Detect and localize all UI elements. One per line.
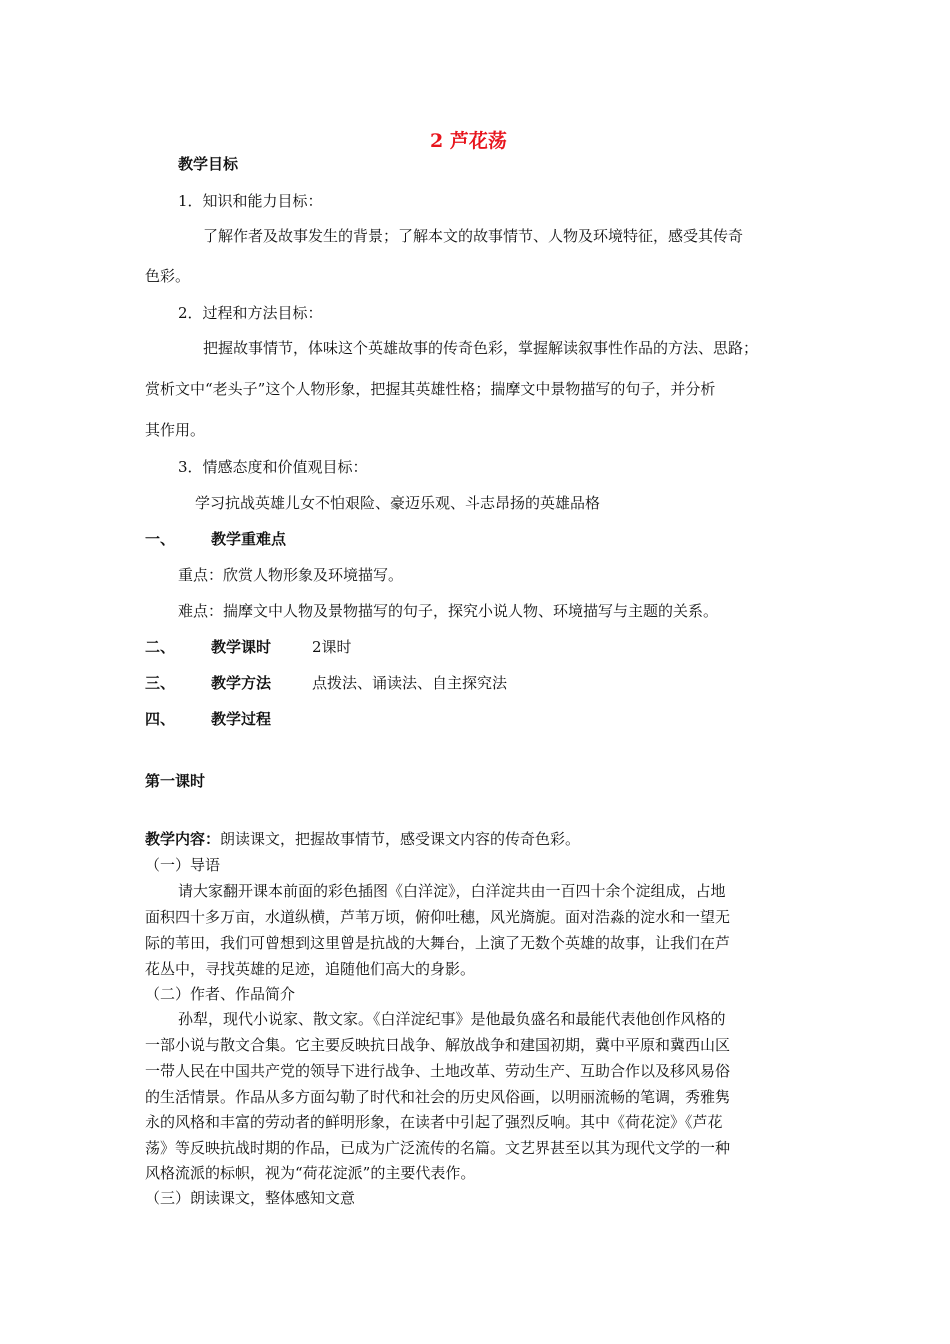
section-1-number: 一、 — [145, 530, 176, 548]
section-3-title: 教学方法 — [211, 674, 272, 692]
content-text: 朗读课文，把握故事情节，感受课文内容的传奇色彩。 — [220, 830, 581, 848]
part-2-line: 一带人民在中国共产党的领导下进行战争、土地改革、劳动生产、互助合作以及移风易俗 — [145, 1062, 731, 1080]
objective-2-label: 2．过程和方法目标： — [178, 304, 323, 322]
lesson-1-content — [145, 828, 580, 849]
content-label: 教学内容： — [145, 830, 221, 848]
section-2-title: 教学课时 — [211, 638, 272, 656]
part-1-line: 花丛中，寻找英雄的足迹，追随他们高大的身影。 — [145, 960, 476, 978]
part-2-line: 永的风格和丰富的劳动者的鲜明形象，在读者中引起了强烈反响。其中《荷花淀》《芦花 — [145, 1113, 723, 1131]
part-1-line: 面积四十多万亩，水道纵横，芦苇万顷，俯仰吐穗，风光旖旎。面对浩淼的淀水和一望无 — [145, 908, 731, 926]
difficult-point: 难点：揣摩文中人物及景物描写的句子，探究小说人物、环境描写与主题的关系。 — [178, 602, 719, 620]
lesson-1-heading: 第一课时 — [145, 772, 206, 790]
part-2-line: 孙犁，现代小说家、散文家。《白洋淀纪事》是他最负盛名和最能代表他创作风格的 — [178, 1010, 726, 1028]
section-3-number: 三、 — [145, 674, 176, 692]
key-point: 重点：欣赏人物形象及环境描写。 — [178, 566, 404, 584]
objective-3-text: 学习抗战英雄儿女不怕艰险、豪迈乐观、斗志昂扬的英雄品格 — [195, 494, 601, 512]
part-2-line: 荡》等反映抗战时期的作品，已成为广泛流传的名篇。文艺界甚至以其为现代文学的一种 — [145, 1139, 731, 1157]
section-1-title: 教学重难点 — [211, 530, 287, 548]
objective-1-text: 了解作者及故事发生的背景；了解本文的故事情节、人物及环境特征，感受其传奇 — [203, 227, 744, 245]
part-2-line: 的生活情景。作品从多方面勾勒了时代和社会的历史风俗画，以明丽流畅的笔调，秀雅隽 — [145, 1088, 731, 1106]
objective-1-label: 1．知识和能力目标： — [178, 192, 323, 210]
objectives-heading: 教学目标 — [178, 155, 239, 173]
part-1-line: 际的苇田，我们可曾想到这里曾是抗战的大舞台，上演了无数个英雄的故事，让我们在芦 — [145, 934, 731, 952]
part-2-line: 风格流派的标帜，视为“荷花淀派”的主要代表作。 — [145, 1164, 476, 1182]
section-3-value: 点拨法、诵读法、自主探究法 — [312, 674, 508, 692]
part-2-heading: （二）作者、作品简介 — [145, 985, 296, 1003]
section-4-title: 教学过程 — [211, 710, 272, 728]
objective-2-text: 把握故事情节，体味这个英雄故事的传奇色彩，掌握解读叙事性作品的方法、思路； — [203, 339, 759, 357]
part-3-heading: （三）朗读课文，整体感知文意 — [145, 1189, 356, 1207]
section-2-value: 2课时 — [312, 638, 352, 656]
objective-2-text-cont: 赏析文中“老头子”这个人物形象，把握其英雄性格；揣摩文中景物描写的句子，并分析 — [145, 380, 716, 398]
section-4-number: 四、 — [145, 710, 176, 728]
part-1-line: 请大家翻开课本前面的彩色插图《白洋淀》，白洋淀共由一百四十余个淀组成，占地 — [178, 882, 726, 900]
section-2-number: 二、 — [145, 638, 176, 656]
part-2-line: 一部小说与散文合集。它主要反映抗日战争、解放战争和建国初期，冀中平原和冀西山区 — [145, 1036, 731, 1054]
objective-1-text-cont: 色彩。 — [145, 267, 191, 285]
page-title: 2 芦花荡 — [430, 130, 507, 152]
part-1-heading: （一）导语 — [145, 856, 221, 874]
objective-2-text-end: 其作用。 — [145, 421, 206, 439]
objective-3-label: 3．情感态度和价值观目标： — [178, 458, 368, 476]
